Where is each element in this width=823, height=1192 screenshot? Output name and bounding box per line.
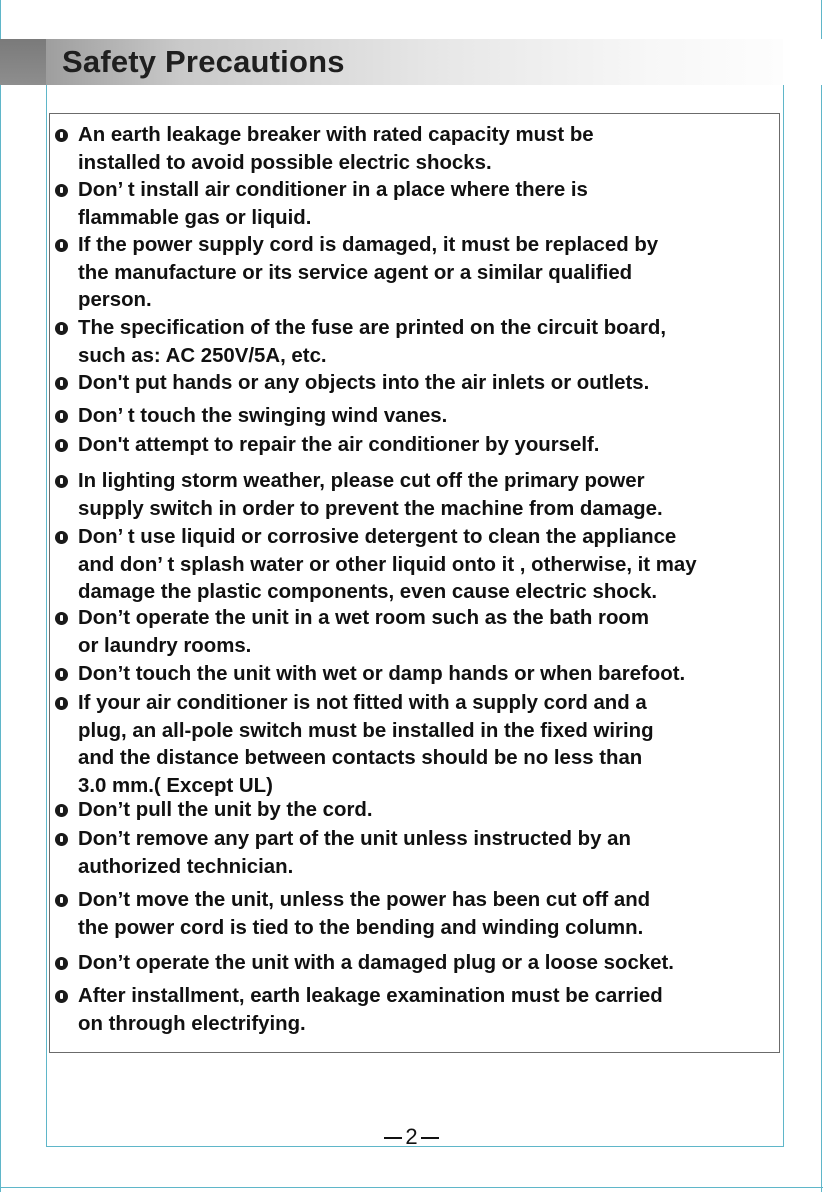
precaution-line: If the power supply cord is damaged, it must be replaced by <box>78 234 659 256</box>
precaution-item <box>54 950 776 978</box>
precaution-item <box>54 432 776 460</box>
bullet-icon <box>55 894 68 907</box>
precaution-line: the manufacture or its service agent or a similar qualified <box>78 261 633 284</box>
precaution-line: The specification of the fuse are printed on the circuit board, <box>78 317 667 339</box>
precaution-line: on through electrifying. <box>78 1012 306 1035</box>
precaution-line: After installment, earth leakage examination must be carried <box>78 985 663 1007</box>
precaution-line: In lighting storm weather, please cut off the primary power <box>78 470 645 492</box>
precaution-line: and the distance between contacts should be no less than <box>78 747 643 769</box>
precaution-item <box>54 232 776 315</box>
precaution-line: supply switch in order to prevent the machine from damage. <box>78 497 663 520</box>
bullet-icon <box>55 239 68 252</box>
precaution-item <box>54 887 776 942</box>
precaution-line: such as: AC 250V/5A, etc. <box>78 344 327 367</box>
dash-left <box>384 1137 402 1139</box>
precaution-line: If your air conditioner is not fitted with a supply cord and a <box>78 692 647 714</box>
precaution-item <box>54 177 776 232</box>
precaution-line: Don’ t touch the swinging wind vanes. <box>78 405 448 427</box>
bullet-icon <box>55 697 68 710</box>
bullet-icon <box>55 410 68 423</box>
precaution-item <box>54 690 776 800</box>
precaution-item <box>54 605 776 660</box>
bullet-icon <box>55 439 68 452</box>
bullet-icon <box>55 531 68 544</box>
precaution-line: Don’t operate the unit in a wet room such as the bath room <box>78 607 649 629</box>
guide-line-right-inner <box>783 39 784 1147</box>
precaution-line: and don’ t splash water or other liquid onto it , otherwise, it may <box>78 553 697 576</box>
precaution-item <box>54 524 776 607</box>
page-title: Safety Precautions <box>62 44 345 79</box>
precaution-line: An earth leakage breaker with rated capacity must be <box>78 124 594 146</box>
precaution-line: Don't attempt to repair the air conditioner by yourself. <box>78 434 600 456</box>
header-end <box>783 39 823 85</box>
header-tab <box>0 39 46 85</box>
bullet-icon <box>55 990 68 1003</box>
precaution-line: Don’t operate the unit with a damaged plug or a loose socket. <box>78 952 674 974</box>
bullet-icon <box>55 612 68 625</box>
precaution-line: Don’ t install air conditioner in a place where there is <box>78 179 588 201</box>
precaution-item <box>54 826 776 881</box>
bullet-icon <box>55 129 68 142</box>
guide-line-bottom-outer <box>0 1187 823 1188</box>
guide-line-left-outer <box>0 0 1 1192</box>
bullet-icon <box>55 377 68 390</box>
precaution-line: plug, an all-pole switch must be installed in the fixed wiring <box>78 719 654 742</box>
precaution-item <box>54 315 776 370</box>
precaution-line: or laundry rooms. <box>78 634 252 657</box>
precaution-line: Don’t touch the unit with wet or damp hands or when barefoot. <box>78 663 686 685</box>
precaution-line: damage the plastic components, even cause electric shock. <box>78 581 658 603</box>
precaution-line: Don’t move the unit, unless the power has been cut off and <box>78 889 651 911</box>
bullet-icon <box>55 668 68 681</box>
precaution-line: Don’ t use liquid or corrosive detergent to clean the appliance <box>78 526 677 548</box>
precaution-line: authorized technician. <box>78 855 294 878</box>
dash-right <box>421 1137 439 1139</box>
precaution-line: Don’t remove any part of the unit unless instructed by an <box>78 828 631 850</box>
page-number-value: 2 <box>405 1124 418 1149</box>
precaution-item <box>54 983 776 1038</box>
precaution-item <box>54 661 776 689</box>
bullet-icon <box>55 184 68 197</box>
bullet-icon <box>55 804 68 817</box>
precaution-item <box>54 403 776 431</box>
bullet-icon <box>55 833 68 846</box>
bullet-icon <box>55 957 68 970</box>
bullet-icon <box>55 322 68 335</box>
precaution-line: Don't put hands or any objects into the air inlets or outlets. <box>78 372 650 394</box>
precaution-line: flammable gas or liquid. <box>78 206 312 229</box>
precaution-item <box>54 122 776 177</box>
precaution-item <box>54 468 776 523</box>
guide-line-left-inner <box>46 39 47 1147</box>
precaution-line: installed to avoid possible electric shocks. <box>78 151 492 174</box>
precaution-line: Don’t pull the unit by the cord. <box>78 799 373 821</box>
precaution-line: 3.0 mm.( Except UL) <box>78 774 273 797</box>
precaution-line: the power cord is tied to the bending and winding column. <box>78 916 644 939</box>
precaution-line: person. <box>78 289 152 311</box>
precaution-item <box>54 797 776 825</box>
guide-line-right-outer <box>821 0 822 1192</box>
precaution-item <box>54 370 776 398</box>
bullet-icon <box>55 475 68 488</box>
page-number <box>0 1124 823 1150</box>
